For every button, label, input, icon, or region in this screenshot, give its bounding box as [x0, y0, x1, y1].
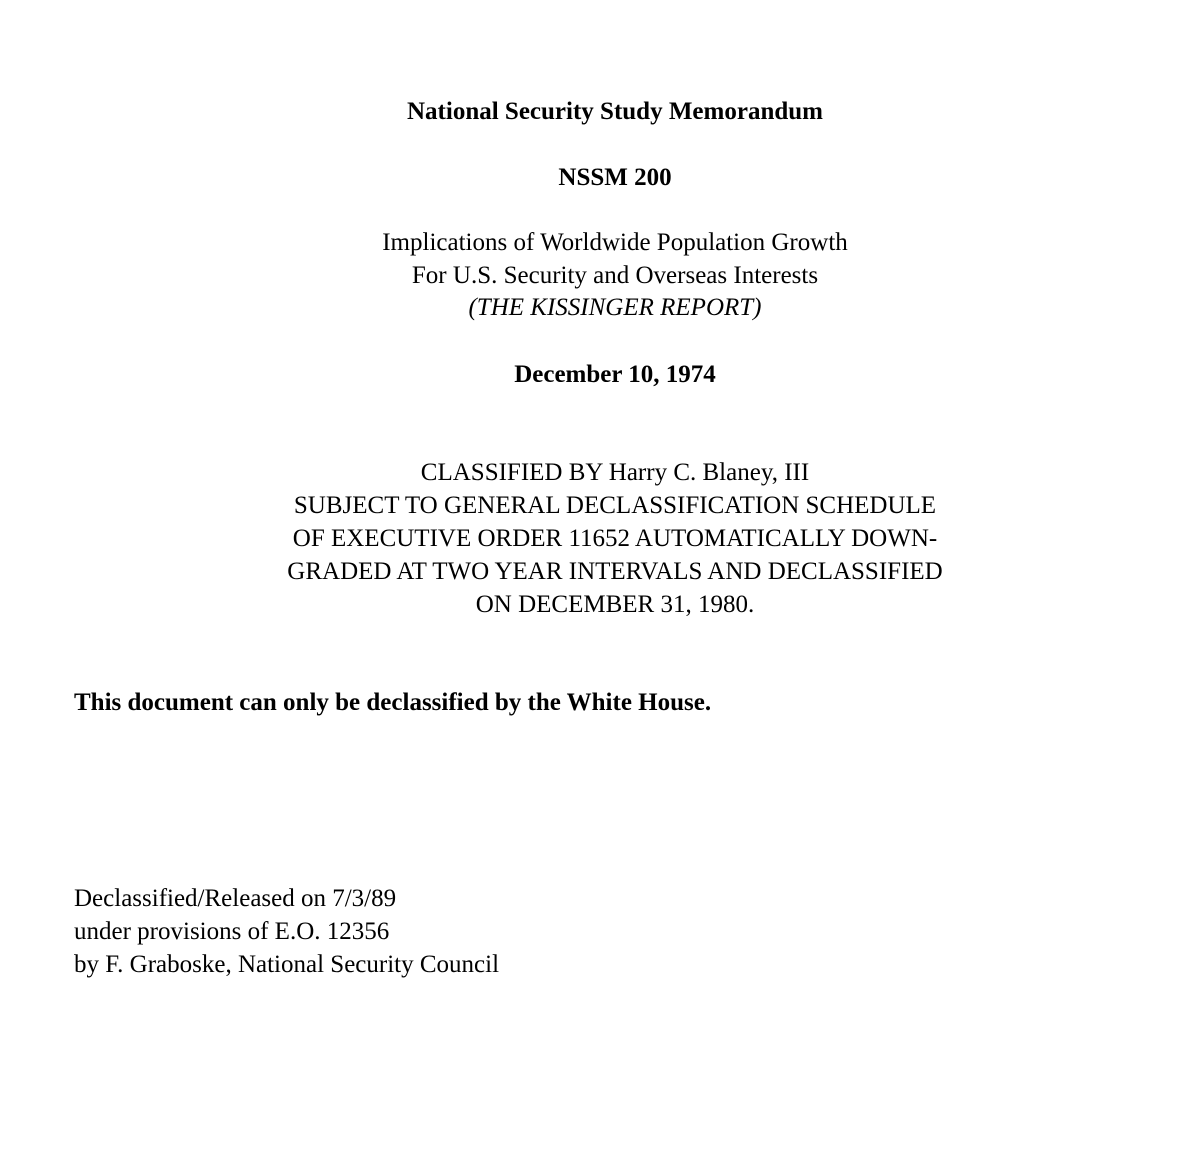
classification-line-3: OF EXECUTIVE ORDER 11652 AUTOMATICALLY DOWN-: [292, 525, 938, 552]
classification-line-1: CLASSIFIED BY Harry C. Blaney, III: [420, 459, 810, 486]
subject-line-2: For U.S. Security and Overseas Interests: [411, 262, 819, 289]
release-line-2: under provisions of E.O. 12356: [74, 918, 390, 945]
subject-subtitle: (THE KISSINGER REPORT): [468, 294, 762, 321]
classification-line-2: SUBJECT TO GENERAL DECLASSIFICATION SCHEDULE: [293, 492, 937, 519]
classification-line-4: GRADED AT TWO YEAR INTERVALS AND DECLASSIFIED: [287, 558, 943, 585]
release-line-3: by F. Graboske, National Security Council: [74, 951, 500, 978]
classification-line-5: ON DECEMBER 31, 1980.: [475, 591, 755, 618]
document-title: National Security Study Memorandum: [407, 98, 823, 125]
document-code: NSSM 200: [558, 164, 672, 191]
declassification-notice: This document can only be declassified by the White House.: [74, 689, 712, 716]
release-line-1: Declassified/Released on 7/3/89: [74, 885, 397, 912]
document-date: December 10, 1974: [514, 361, 716, 388]
subject-line-1: Implications of Worldwide Population Growth: [382, 229, 848, 256]
